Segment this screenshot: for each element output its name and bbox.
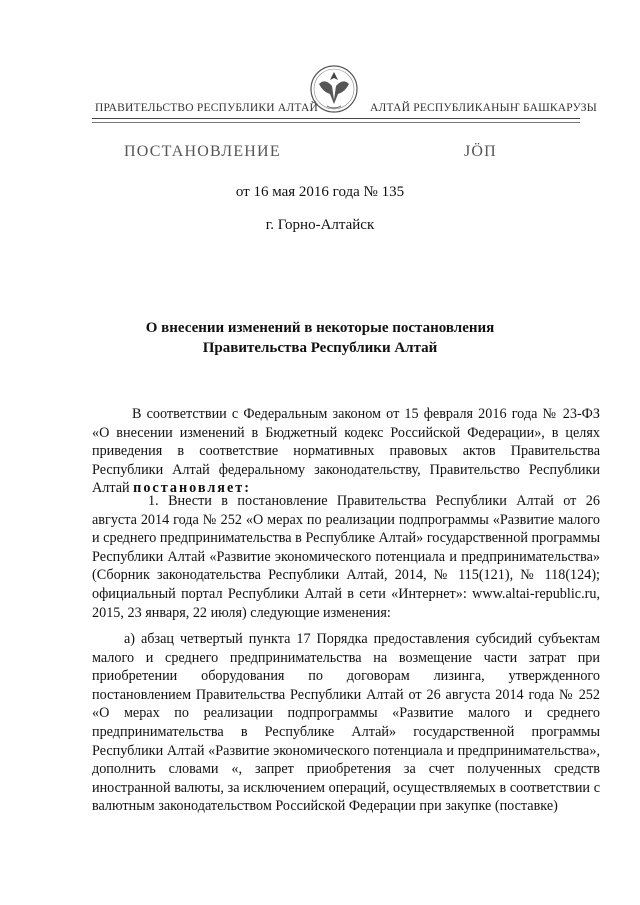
document-type-alt: ЈӦП [464,143,497,160]
clause-1-paragraph: 1. Внести в постановление Правительства Республики Алтай от 26 августа 2014 года № 252 «О мерах по реализации подпрограммы «Развитие малого и среднего предпринимательства в Республике Алтай» государственной программы Республики Алтай «Развитие экономического потенциала и предпринимательства» (Сборник законодательства Республики Алтай, 2014, № 115(121), № 118(124); официальный портал Республики Алтай в сети «Интернет»: www.altai-republic.ru, 2015, 23 января, 22 июля) следующие изменения: [92,493,600,621]
preamble-paragraph [92,405,600,498]
document-city: г. Горно-Алтайск [265,217,375,233]
resolves-word: постановляет: [133,480,251,497]
title-line-2: Правительства Республики Алтай [202,340,438,356]
subclause-a-paragraph: а) абзац четвертый пункта 17 Порядка предоставления субсидий субъектам малого и среднего предпринимательства на возмещение части затрат при приобретении оборудования по договорам лизинга, утвержденного постановлением Правительства Республики Алтай от 26 августа 2014 года № 252 «О мерах по реализации подпрограммы «Развитие малого и среднего предпринимательства в Республике Алтай» государственной программы Республики Алтай «Развитие экономического потенциала и предпринимательства», дополнить словами «, запрет приобретения за счет полученных средств иностранной валюты, за исключением операций, осуществляемых в соответствии с валютным законодательством Российской Федерации при закупке (поставке) [92,631,600,815]
header-divider-thin [92,122,580,123]
header-government-alt: АЛТАЙ РЕСПУБЛИКАНЫҤ БАШКАРУЗЫ [370,102,597,114]
title-line-1: О внесении изменений в некоторые постановления [145,320,495,336]
header-government-ru: ПРАВИТЕЛЬСТВО РЕСПУБЛИКИ АЛТАЙ [95,102,319,114]
document-type: ПОСТАНОВЛЕНИЕ [124,143,281,160]
header-divider [92,118,580,119]
document-date-number: от 16 мая 2016 года № 135 [235,184,405,200]
document-title [0,318,640,358]
preamble-text: В соответствии с Федеральным законом от 15 февраля 2016 года № 23-ФЗ «О внесении изменений в Бюджетный кодекс Российской Федерации», в целях приведения в соответствие нормативных правовых актов Правительства Республики Алтай федеральному законодательству, Правительство Республики Алтай [92,406,600,497]
